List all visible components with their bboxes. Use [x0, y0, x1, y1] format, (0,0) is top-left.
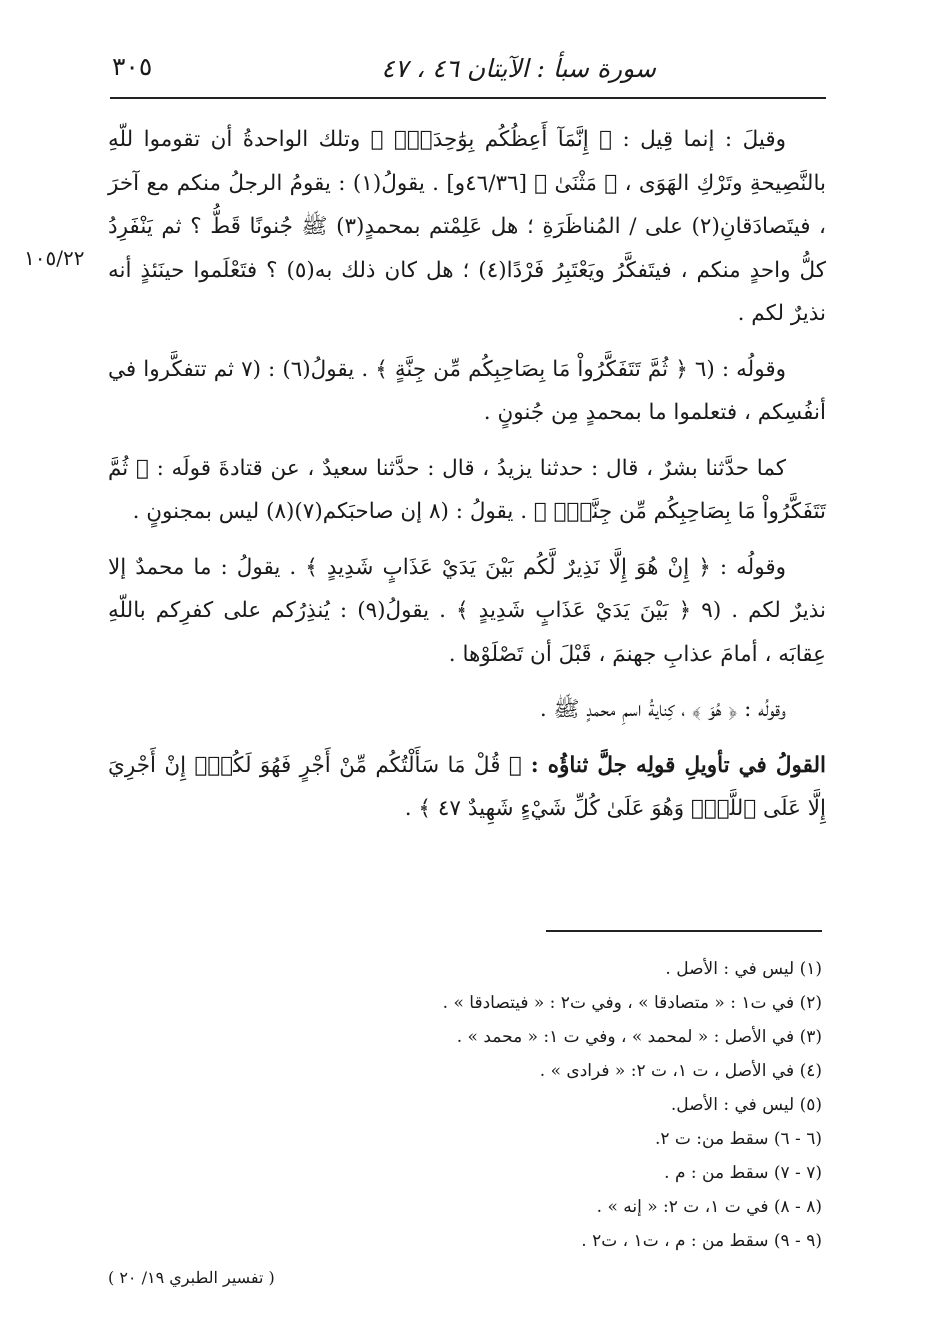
footnote: (١) ليس في : الأصل . — [665, 959, 822, 979]
footnote: (٣) في الأصل : « لمحمد » ، وفي ت ١: « محمد » . — [456, 1027, 822, 1047]
footnotes-list — [300, 952, 822, 1258]
main-text — [108, 118, 826, 843]
running-title: سورة سبأ : الآيتان ٤٦ ، ٤٧ — [381, 54, 656, 83]
paragraph: وقولُه : ﴿ إِنْ هُوَ إِلَّا نَذِيرٌ لَّكُم بَيْنَ يَدَيْ عَذَابٍ شَدِيدٍ ﴾ . يقولُ : ما محمدٌ إلا نذيرٌ لكم . (٩ ﴿ بَيْنَ يَدَيْ عَذَابٍ شَدِيدٍ ﴾ . يقولُ(٩) : يُنذِرُكم على كفرِكم باللّهِ عِقابَه ، أمامَ عذابِ جهنمَ ، قَبْلَ أن تَصْلَوْها . — [108, 554, 826, 667]
paragraph: وقولُه : ﴿ هُوَ ﴾ ، كِنايةُ اسمِ محمدٍ ﷺ . — [539, 697, 786, 722]
footnote-rule — [546, 930, 822, 932]
paragraph: كما حدَّثنا بشرٌ ، قال : حدثنا يزيدُ ، قال : حدَّثنا سعيدٌ ، عن قتادةَ قولَه : ﴿ ثُمَّ تَتَفَكَّرُواْ مَا بِصَاحِبِكُم مِّن جِنَّةٍۚ ﴾ . يقولُ : (٨ إن صاحبَكم(٧)(٨) ليس بمجنونٍ . — [108, 455, 826, 524]
section-heading-paragraph — [108, 744, 826, 831]
page-number: ٣٠٥ — [112, 52, 153, 81]
footnote: (٦ - ٦) سقط من: ت ٢. — [654, 1129, 822, 1149]
footnote: (٥) ليس في : الأصل. — [670, 1095, 822, 1115]
paragraph: وقيلَ : إنما قِيل : ﴿ إِنَّمَآ أَعِظُكُم بِوَٰحِدَةٍۖ ﴾ وتلك الواحدةُ أن تقوموا للّهِ بالنَّصِيحةِ وتَرْكِ الهَوَى ، ﴿ مَثْنَىٰ ﴾ [٤٦/٣٦و] . يقولُ(١) : يقومُ الرجلُ منكم مع آخرَ ، فيتَصادَقانِ(٢) على / المُناظَرَةِ ؛ هل عَلِمْتم بمحمدٍ(٣) ﷺ جُنونًا قَطُّ ؟ ثم يَنْفَرِدُ كلُّ واحدٍ منكم ، فيتَفكَّرُ ويَعْتَبِرُ فَرْدًا(٤) ؛ هل كان ذلك به(٥) ؟ فتَعْلَموا حينَئذٍ أنه نذيرٌ لكم . — [108, 127, 826, 326]
footnote: (٢) في ت١ : « متصادقا » ، وفي ت٢ : « فيتصادقا » . — [442, 993, 822, 1013]
header-rule — [110, 97, 826, 99]
paragraph: وقولُه : (٦ ﴿ ثُمَّ تَتَفَكَّرُواْ مَا بِصَاحِبِكُم مِّن جِنَّةٍ ﴾ . يقولُ(٦) : (٧ ثم تتفكَّروا في أنفُسِكم ، فتعلموا ما بمحمدٍ مِن جُنونٍ . — [108, 356, 826, 425]
footnote: (٩ - ٩) سقط من : م ، ت١ ، ت٢ . — [581, 1231, 822, 1251]
footnote: (٨ - ٨) في ت ١، ت ٢: « إنه » . — [596, 1197, 822, 1217]
verse-text: ﴿ قُلْ مَا سَأَلْتُكُم مِّنْ أَجْرٍ فَهُوَ لَكُمْۖ إِنْ أَجْرِيَ إِلَّا عَلَى ٱللَّهِۖ وَهُوَ عَلَىٰ كُلِّ شَيْءٍ شَهِيدٌ ٤٧ ﴾ . — [108, 752, 826, 821]
footnote: (٧ - ٧) سقط من : م . — [664, 1163, 822, 1183]
footer-reference: ( تفسير الطبري ١٩/ ٢٠ ) — [108, 1268, 275, 1287]
margin-reference: ١٠٥/٢٢ — [24, 246, 85, 270]
footnote: (٤) في الأصل ، ت ١، ت ٢: « فرادى » . — [539, 1061, 822, 1081]
section-heading-lead: القولُ في تأويلِ قولِه جلَّ ثناؤُه : — [530, 752, 826, 778]
page-header — [108, 44, 826, 90]
